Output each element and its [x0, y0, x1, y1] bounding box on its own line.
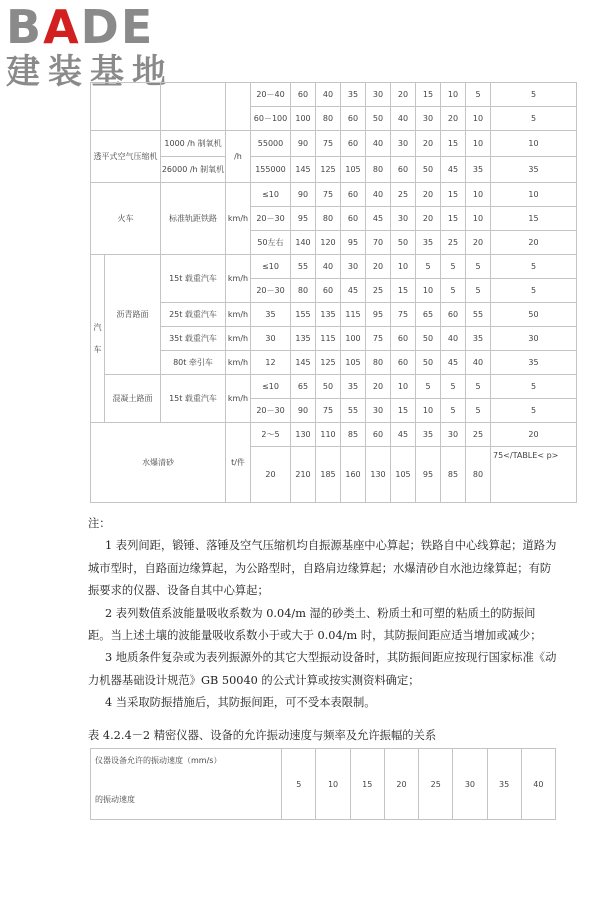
table-cell: ≤10 [251, 255, 291, 279]
table-cell: ≤10 [251, 375, 291, 399]
table-cell: 140 [291, 231, 316, 255]
table-cell: 30 [391, 131, 416, 157]
table-cell: 105 [341, 351, 366, 375]
table-cell: 水爆清砂 [91, 423, 226, 503]
table-cell: 65 [416, 303, 441, 327]
table-cell: 12 [251, 351, 291, 375]
table-cell: 95 [416, 447, 441, 503]
vibration-distance-table [90, 82, 577, 503]
table-cell: 35 [341, 83, 366, 107]
table-row [91, 183, 577, 207]
table-cell: 30 [441, 423, 466, 447]
table-cell: 40 [366, 131, 391, 157]
table-cell: 20－30 [251, 207, 291, 231]
table-cell: 25t 载重汽车 [161, 303, 226, 327]
table-cell: 15 [441, 131, 466, 157]
table-cell: 20 [491, 423, 577, 447]
table-cell: 40 [466, 351, 491, 375]
table-cell: 30 [341, 255, 366, 279]
table-cell: 80t 牵引车 [161, 351, 226, 375]
table-cell: 15t 载重汽车 [161, 255, 226, 303]
table-cell: 25 [419, 749, 453, 820]
table-cell: 20 [391, 83, 416, 107]
table-row [91, 423, 577, 447]
table-cell: 105 [391, 447, 416, 503]
table-cell: 95 [291, 207, 316, 231]
table-cell: 60 [291, 83, 316, 107]
table-cell: km/h [226, 375, 251, 423]
table-cell: 50 [366, 107, 391, 131]
notes-heading: 注： [88, 517, 111, 530]
table-cell: 10 [416, 399, 441, 423]
table-cell: 60 [341, 183, 366, 207]
table-cell: 30 [453, 749, 487, 820]
table-cell: 95 [366, 303, 391, 327]
table-cell: 25 [441, 231, 466, 255]
table-cell: 85 [341, 423, 366, 447]
table-cell: 50 [416, 351, 441, 375]
table-cell: 60 [366, 423, 391, 447]
table-cell: 60 [316, 279, 341, 303]
table2-caption: 表 4.2.4－2 精密仪器、设备的允许振动速度与频率及允许振幅的关系 [88, 729, 437, 742]
table-cell: 15 [391, 279, 416, 303]
table-cell: 20 [416, 131, 441, 157]
table-cell: 60 [341, 107, 366, 131]
table-cell: km/h [226, 303, 251, 327]
table-cell: 5 [466, 375, 491, 399]
table-cell: km/h [226, 183, 251, 255]
table-cell: 20 [441, 107, 466, 131]
table-cell: 20 [384, 749, 418, 820]
table-cell: 35 [341, 375, 366, 399]
table-cell: 10 [466, 207, 491, 231]
table-cell: 80 [291, 279, 316, 303]
table-cell: 35 [416, 231, 441, 255]
table-cell: 5 [441, 279, 466, 303]
table-cell: 35t 载重汽车 [161, 327, 226, 351]
label-line-2: 的振动速度 [95, 795, 135, 804]
table-cell: 45 [366, 207, 391, 231]
table-cell: 20－30 [251, 399, 291, 423]
table-cell: 40 [316, 83, 341, 107]
table-cell: 30 [491, 327, 577, 351]
table-cell: 5 [466, 279, 491, 303]
table-cell: 10 [466, 107, 491, 131]
table-cell: 130 [291, 423, 316, 447]
table-cell: 5 [416, 375, 441, 399]
table-cell: 40 [391, 107, 416, 131]
table-cell: 135 [291, 327, 316, 351]
table-cell: 10 [491, 183, 577, 207]
table-cell: 55 [341, 399, 366, 423]
table-cell: 35 [466, 327, 491, 351]
table-cell: 标准轨距铁路 [161, 183, 226, 255]
table-cell: 75</TABLE< p> [491, 447, 577, 503]
table-cell: 15 [441, 207, 466, 231]
table-label-cell [91, 749, 282, 820]
label-line-1: 仪器设备允许的振动速度（mm/s） [95, 756, 222, 765]
table-cell: 210 [291, 447, 316, 503]
table-cell: 1000 /h 制氧机 [161, 131, 226, 157]
table-cell: 15 [416, 83, 441, 107]
table-cell: 115 [341, 303, 366, 327]
table-row [91, 375, 577, 399]
table-cell: 55 [291, 255, 316, 279]
table-cell: 20－30 [251, 279, 291, 303]
table-cell: 5 [441, 255, 466, 279]
table-cell: 沥青路面 [105, 255, 161, 375]
note-4: 4 当采取防振措施后，其防振间距，可不受本表限制。 [105, 696, 376, 710]
table-cell: ≤10 [251, 183, 291, 207]
table-cell: 185 [316, 447, 341, 503]
table-cell: 25 [366, 279, 391, 303]
table-cell: 115 [316, 327, 341, 351]
table-cell: 15 [350, 749, 384, 820]
table-cell: 85 [441, 447, 466, 503]
table-cell: 20 [366, 255, 391, 279]
table-row [91, 327, 577, 351]
table-cell: 40 [521, 749, 555, 820]
table-cell: 5 [441, 375, 466, 399]
table-cell: t/件 [226, 423, 251, 503]
note-3: 3 地质条件复杂或为表列振源外的其它大型振动设备时，其防振间距应按现行国家标准《动力机器基础设计规范》GB 50040 的公式计算或按实测资料确定； [88, 651, 557, 687]
table-cell: 5 [466, 83, 491, 107]
table-cell: 30 [416, 107, 441, 131]
table-cell: 90 [291, 399, 316, 423]
table-cell: 35 [491, 351, 577, 375]
table-cell [226, 83, 251, 131]
table-cell: 35 [491, 157, 577, 183]
table-cell: 15 [491, 207, 577, 231]
table-cell: 45 [391, 423, 416, 447]
table-cell: 35 [251, 303, 291, 327]
table-row [91, 351, 577, 375]
note-2: 2 表列数值系波能量吸收系数为 0.04/m 湿的砂类土、粉质土和可塑的粘质土的防振间距。当上述土壤的波能量吸收系数小于或大于 0.04/m 时，其防振间距应适当增加或减少； [88, 606, 542, 643]
table-cell: 80 [316, 207, 341, 231]
table-cell: 80 [366, 351, 391, 375]
table-cell: 25 [391, 183, 416, 207]
note-1: 1 表列间距，锻锤、落锤及空气压缩机均自振源基座中心算起；铁路自中心线算起；道路为城市型时，自路面边缘算起，为公路型时，自路肩边缘算起；水爆清砂自水池边缘算起；有防振要求的仪器、设备自其中心算起； [88, 539, 557, 598]
table-cell: 汽车 [91, 255, 105, 423]
table-cell: 5 [491, 399, 577, 423]
allowable-vibration-table [90, 748, 556, 820]
table-cell: 20 [491, 231, 577, 255]
table-cell: 60 [391, 351, 416, 375]
table-cell: km/h [226, 255, 251, 303]
table-cell: 60 [341, 131, 366, 157]
table-row [91, 83, 577, 107]
table-cell: 10 [491, 131, 577, 157]
table-cell: 26000 /h 制氧机 [161, 157, 226, 183]
table-cell: 155 [291, 303, 316, 327]
table-cell: 5 [282, 749, 316, 820]
table-row [91, 303, 577, 327]
table-cell: 110 [316, 423, 341, 447]
table-cell: 60 [391, 327, 416, 351]
table-cell: 90 [291, 183, 316, 207]
table-cell: 30 [391, 207, 416, 231]
table-cell: 混凝土路面 [105, 375, 161, 423]
brand-logo [6, 0, 176, 94]
table-cell: 5 [466, 399, 491, 423]
table-cell: 5 [491, 279, 577, 303]
table-cell: 60 [341, 207, 366, 231]
table-cell: 105 [341, 157, 366, 183]
table-cell: 145 [291, 157, 316, 183]
table-cell: 160 [341, 447, 366, 503]
table-cell: 80 [466, 447, 491, 503]
table-cell: 5 [416, 255, 441, 279]
table-cell: 20 [366, 375, 391, 399]
table-cell: 10 [466, 131, 491, 157]
table-cell: 5 [491, 107, 577, 131]
table-cell: 50 [416, 327, 441, 351]
table-cell: 65 [291, 375, 316, 399]
table-cell: 透平式空气压缩机 [91, 131, 161, 183]
table-cell: 10 [416, 279, 441, 303]
table-cell: 5 [466, 255, 491, 279]
table-cell: 2～5 [251, 423, 291, 447]
table-cell: 45 [441, 351, 466, 375]
table-cell: 20 [466, 231, 491, 255]
table-cell: 75 [366, 327, 391, 351]
table-cell: 10 [316, 749, 350, 820]
table-cell: 10 [466, 183, 491, 207]
table-cell: 135 [316, 303, 341, 327]
table-cell: 5 [441, 399, 466, 423]
notes-section [88, 513, 558, 715]
table-row [91, 131, 577, 157]
table-cell: 50 [391, 231, 416, 255]
table-cell: 75 [316, 131, 341, 157]
table-cell: 80 [316, 107, 341, 131]
table-cell: 15 [391, 399, 416, 423]
table-cell: 50左右 [251, 231, 291, 255]
table-cell: 70 [366, 231, 391, 255]
table-cell: 130 [366, 447, 391, 503]
table-cell: 60－100 [251, 107, 291, 131]
table-row [91, 255, 577, 279]
logo-wordmark: BADE [6, 0, 155, 54]
table-cell: 30 [251, 327, 291, 351]
table-cell: 50 [491, 303, 577, 327]
table-cell: 100 [341, 327, 366, 351]
table-cell: 60 [391, 157, 416, 183]
table-cell: 10 [391, 375, 416, 399]
table-cell: 45 [441, 157, 466, 183]
table-cell: 30 [366, 83, 391, 107]
table-cell: 55 [466, 303, 491, 327]
table-cell: 125 [316, 351, 341, 375]
table-cell: 10 [441, 83, 466, 107]
table-cell [91, 83, 161, 131]
table-cell: 40 [441, 327, 466, 351]
table-cell: 120 [316, 231, 341, 255]
table-cell: /h [226, 131, 251, 183]
table-cell: 155000 [251, 157, 291, 183]
table-cell: 5 [491, 255, 577, 279]
table-cell: 40 [316, 255, 341, 279]
table-cell: 95 [341, 231, 366, 255]
table-cell: 80 [366, 157, 391, 183]
table-cell: 75 [316, 399, 341, 423]
table-row [91, 157, 577, 183]
table-cell: 10 [391, 255, 416, 279]
table-cell: 125 [316, 157, 341, 183]
table-cell: 45 [341, 279, 366, 303]
table-cell: km/h [226, 351, 251, 375]
table-cell: 145 [291, 351, 316, 375]
table-cell: 60 [441, 303, 466, 327]
table-cell: 90 [291, 131, 316, 157]
table-cell: 25 [466, 423, 491, 447]
table-cell: 50 [416, 157, 441, 183]
table-cell: 75 [316, 183, 341, 207]
table-row [91, 749, 556, 820]
table-cell: 20 [416, 207, 441, 231]
table-cell [161, 83, 226, 131]
table-cell: 75 [391, 303, 416, 327]
table-cell: 20 [416, 183, 441, 207]
table-cell: 55000 [251, 131, 291, 157]
table-cell: 35 [466, 157, 491, 183]
table-cell: 35 [416, 423, 441, 447]
table-cell: 20 [251, 447, 291, 503]
table-cell: 15t 载重汽车 [161, 375, 226, 423]
table-cell: 火车 [91, 183, 161, 255]
table-cell: 15 [441, 183, 466, 207]
table-cell: 100 [291, 107, 316, 131]
table-cell: km/h [226, 327, 251, 351]
table-cell: 5 [491, 83, 577, 107]
table-cell: 35 [487, 749, 521, 820]
logo-subtitle: 建装基地 [6, 52, 174, 92]
table-cell: 30 [366, 399, 391, 423]
table-cell: 5 [491, 375, 577, 399]
table-cell: 20－40 [251, 83, 291, 107]
table-cell: 40 [366, 183, 391, 207]
table-cell: 50 [316, 375, 341, 399]
